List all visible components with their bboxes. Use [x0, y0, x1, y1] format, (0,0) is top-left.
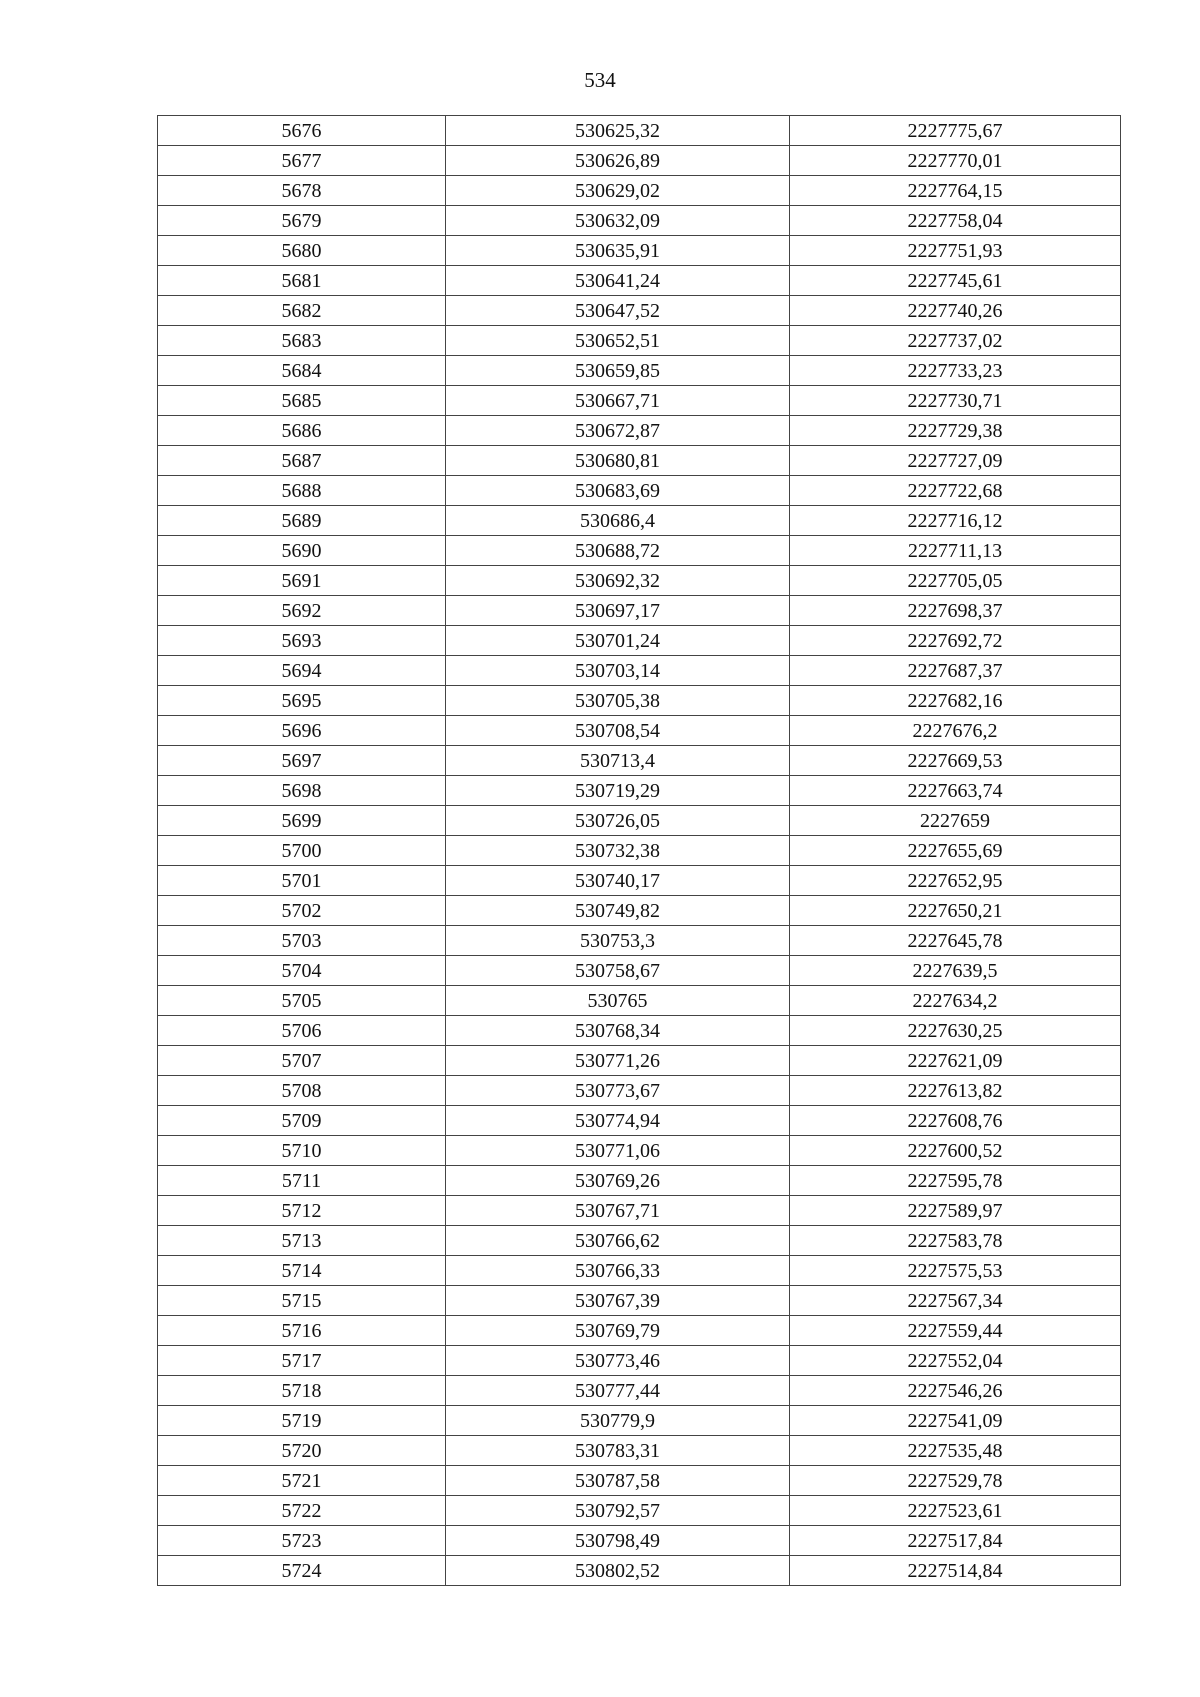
point-number-cell: 5678	[158, 176, 446, 206]
point-number-cell: 5723	[158, 1526, 446, 1556]
table-row	[158, 176, 1121, 206]
x-coordinate-cell: 530771,06	[446, 1136, 790, 1166]
point-number-cell: 5706	[158, 1016, 446, 1046]
point-number-cell: 5679	[158, 206, 446, 236]
table-row	[158, 476, 1121, 506]
table-row	[158, 686, 1121, 716]
point-number-cell: 5720	[158, 1436, 446, 1466]
table-row	[158, 1376, 1121, 1406]
y-coordinate-cell: 2227730,71	[790, 386, 1121, 416]
y-coordinate-cell: 2227608,76	[790, 1106, 1121, 1136]
point-number-cell: 5701	[158, 866, 446, 896]
x-coordinate-cell: 530787,58	[446, 1466, 790, 1496]
point-number-cell: 5716	[158, 1316, 446, 1346]
x-coordinate-cell: 530749,82	[446, 896, 790, 926]
point-number-cell: 5687	[158, 446, 446, 476]
y-coordinate-cell: 2227740,26	[790, 296, 1121, 326]
table-row	[158, 266, 1121, 296]
x-coordinate-cell: 530625,32	[446, 116, 790, 146]
y-coordinate-cell: 2227737,02	[790, 326, 1121, 356]
x-coordinate-cell: 530703,14	[446, 656, 790, 686]
x-coordinate-cell: 530767,71	[446, 1196, 790, 1226]
point-number-cell: 5677	[158, 146, 446, 176]
table-row	[158, 1316, 1121, 1346]
point-number-cell: 5702	[158, 896, 446, 926]
y-coordinate-cell: 2227559,44	[790, 1316, 1121, 1346]
table-row	[158, 446, 1121, 476]
table-row	[158, 536, 1121, 566]
table-row	[158, 1466, 1121, 1496]
y-coordinate-cell: 2227645,78	[790, 926, 1121, 956]
y-coordinate-cell: 2227729,38	[790, 416, 1121, 446]
x-coordinate-cell: 530680,81	[446, 446, 790, 476]
y-coordinate-cell: 2227655,69	[790, 836, 1121, 866]
table-row	[158, 986, 1121, 1016]
y-coordinate-cell: 2227514,84	[790, 1556, 1121, 1586]
table-row	[158, 1226, 1121, 1256]
y-coordinate-cell: 2227676,2	[790, 716, 1121, 746]
y-coordinate-cell: 2227711,13	[790, 536, 1121, 566]
point-number-cell: 5693	[158, 626, 446, 656]
x-coordinate-cell: 530768,34	[446, 1016, 790, 1046]
x-coordinate-cell: 530767,39	[446, 1286, 790, 1316]
coordinates-table	[157, 115, 1121, 1586]
x-coordinate-cell: 530683,69	[446, 476, 790, 506]
x-coordinate-cell: 530798,49	[446, 1526, 790, 1556]
table-row	[158, 566, 1121, 596]
point-number-cell: 5724	[158, 1556, 446, 1586]
table-row	[158, 956, 1121, 986]
point-number-cell: 5713	[158, 1226, 446, 1256]
table-row	[158, 716, 1121, 746]
point-number-cell: 5698	[158, 776, 446, 806]
y-coordinate-cell: 2227770,01	[790, 146, 1121, 176]
point-number-cell: 5718	[158, 1376, 446, 1406]
table-row	[158, 1256, 1121, 1286]
point-number-cell: 5714	[158, 1256, 446, 1286]
table-row	[158, 596, 1121, 626]
y-coordinate-cell: 2227663,74	[790, 776, 1121, 806]
point-number-cell: 5722	[158, 1496, 446, 1526]
x-coordinate-cell: 530708,54	[446, 716, 790, 746]
point-number-cell: 5707	[158, 1046, 446, 1076]
point-number-cell: 5708	[158, 1076, 446, 1106]
point-number-cell: 5690	[158, 536, 446, 566]
x-coordinate-cell: 530652,51	[446, 326, 790, 356]
y-coordinate-cell: 2227583,78	[790, 1226, 1121, 1256]
table-row	[158, 506, 1121, 536]
y-coordinate-cell: 2227567,34	[790, 1286, 1121, 1316]
x-coordinate-cell: 530766,62	[446, 1226, 790, 1256]
y-coordinate-cell: 2227652,95	[790, 866, 1121, 896]
y-coordinate-cell: 2227575,53	[790, 1256, 1121, 1286]
table-row	[158, 326, 1121, 356]
x-coordinate-cell: 530773,46	[446, 1346, 790, 1376]
y-coordinate-cell: 2227634,2	[790, 986, 1121, 1016]
table-row	[158, 1286, 1121, 1316]
table-row	[158, 116, 1121, 146]
x-coordinate-cell: 530629,02	[446, 176, 790, 206]
point-number-cell: 5692	[158, 596, 446, 626]
point-number-cell: 5697	[158, 746, 446, 776]
x-coordinate-cell: 530667,71	[446, 386, 790, 416]
table-row	[158, 746, 1121, 776]
y-coordinate-cell: 2227705,05	[790, 566, 1121, 596]
x-coordinate-cell: 530701,24	[446, 626, 790, 656]
x-coordinate-cell: 530626,89	[446, 146, 790, 176]
x-coordinate-cell: 530713,4	[446, 746, 790, 776]
x-coordinate-cell: 530705,38	[446, 686, 790, 716]
table-row	[158, 1136, 1121, 1166]
point-number-cell: 5705	[158, 986, 446, 1016]
x-coordinate-cell: 530726,05	[446, 806, 790, 836]
y-coordinate-cell: 2227692,72	[790, 626, 1121, 656]
point-number-cell: 5710	[158, 1136, 446, 1166]
y-coordinate-cell: 2227745,61	[790, 266, 1121, 296]
y-coordinate-cell: 2227600,52	[790, 1136, 1121, 1166]
table-row	[158, 1106, 1121, 1136]
point-number-cell: 5684	[158, 356, 446, 386]
x-coordinate-cell: 530719,29	[446, 776, 790, 806]
point-number-cell: 5688	[158, 476, 446, 506]
table-row	[158, 416, 1121, 446]
table-row	[158, 1346, 1121, 1376]
table-row	[158, 236, 1121, 266]
point-number-cell: 5700	[158, 836, 446, 866]
x-coordinate-cell: 530766,33	[446, 1256, 790, 1286]
x-coordinate-cell: 530771,26	[446, 1046, 790, 1076]
x-coordinate-cell: 530641,24	[446, 266, 790, 296]
point-number-cell: 5682	[158, 296, 446, 326]
x-coordinate-cell: 530758,67	[446, 956, 790, 986]
x-coordinate-cell: 530753,3	[446, 926, 790, 956]
x-coordinate-cell: 530802,52	[446, 1556, 790, 1586]
y-coordinate-cell: 2227733,23	[790, 356, 1121, 386]
point-number-cell: 5683	[158, 326, 446, 356]
table-row	[158, 296, 1121, 326]
x-coordinate-cell: 530688,72	[446, 536, 790, 566]
y-coordinate-cell: 2227698,37	[790, 596, 1121, 626]
y-coordinate-cell: 2227529,78	[790, 1466, 1121, 1496]
y-coordinate-cell: 2227751,93	[790, 236, 1121, 266]
y-coordinate-cell: 2227716,12	[790, 506, 1121, 536]
x-coordinate-cell: 530792,57	[446, 1496, 790, 1526]
x-coordinate-cell: 530783,31	[446, 1436, 790, 1466]
x-coordinate-cell: 530672,87	[446, 416, 790, 446]
x-coordinate-cell: 530632,09	[446, 206, 790, 236]
x-coordinate-cell: 530769,79	[446, 1316, 790, 1346]
y-coordinate-cell: 2227650,21	[790, 896, 1121, 926]
table-row	[158, 206, 1121, 236]
x-coordinate-cell: 530774,94	[446, 1106, 790, 1136]
point-number-cell: 5681	[158, 266, 446, 296]
x-coordinate-cell: 530740,17	[446, 866, 790, 896]
y-coordinate-cell: 2227630,25	[790, 1016, 1121, 1046]
y-coordinate-cell: 2227589,97	[790, 1196, 1121, 1226]
point-number-cell: 5680	[158, 236, 446, 266]
table-row	[158, 1436, 1121, 1466]
y-coordinate-cell: 2227541,09	[790, 1406, 1121, 1436]
table-row	[158, 626, 1121, 656]
table-row	[158, 146, 1121, 176]
coordinates-table-body	[158, 116, 1121, 1586]
x-coordinate-cell: 530773,67	[446, 1076, 790, 1106]
y-coordinate-cell: 2227621,09	[790, 1046, 1121, 1076]
table-row	[158, 836, 1121, 866]
table-row	[158, 1406, 1121, 1436]
x-coordinate-cell: 530692,32	[446, 566, 790, 596]
y-coordinate-cell: 2227523,61	[790, 1496, 1121, 1526]
y-coordinate-cell: 2227727,09	[790, 446, 1121, 476]
point-number-cell: 5715	[158, 1286, 446, 1316]
y-coordinate-cell: 2227517,84	[790, 1526, 1121, 1556]
table-row	[158, 1166, 1121, 1196]
table-row	[158, 926, 1121, 956]
point-number-cell: 5703	[158, 926, 446, 956]
y-coordinate-cell: 2227639,5	[790, 956, 1121, 986]
x-coordinate-cell: 530697,17	[446, 596, 790, 626]
table-row	[158, 1526, 1121, 1556]
y-coordinate-cell: 2227758,04	[790, 206, 1121, 236]
x-coordinate-cell: 530765	[446, 986, 790, 1016]
x-coordinate-cell: 530777,44	[446, 1376, 790, 1406]
point-number-cell: 5691	[158, 566, 446, 596]
x-coordinate-cell: 530779,9	[446, 1406, 790, 1436]
point-number-cell: 5689	[158, 506, 446, 536]
point-number-cell: 5694	[158, 656, 446, 686]
y-coordinate-cell: 2227687,37	[790, 656, 1121, 686]
table-row	[158, 1016, 1121, 1046]
point-number-cell: 5699	[158, 806, 446, 836]
table-row	[158, 1556, 1121, 1586]
table-row	[158, 656, 1121, 686]
y-coordinate-cell: 2227659	[790, 806, 1121, 836]
point-number-cell: 5717	[158, 1346, 446, 1376]
table-row	[158, 806, 1121, 836]
point-number-cell: 5696	[158, 716, 446, 746]
point-number-cell: 5711	[158, 1166, 446, 1196]
table-row	[158, 356, 1121, 386]
table-row	[158, 1076, 1121, 1106]
y-coordinate-cell: 2227764,15	[790, 176, 1121, 206]
x-coordinate-cell: 530647,52	[446, 296, 790, 326]
y-coordinate-cell: 2227546,26	[790, 1376, 1121, 1406]
y-coordinate-cell: 2227552,04	[790, 1346, 1121, 1376]
y-coordinate-cell: 2227682,16	[790, 686, 1121, 716]
point-number-cell: 5695	[158, 686, 446, 716]
page-number: 534	[584, 68, 616, 92]
table-row	[158, 866, 1121, 896]
x-coordinate-cell: 530635,91	[446, 236, 790, 266]
table-row	[158, 1496, 1121, 1526]
y-coordinate-cell: 2227775,67	[790, 116, 1121, 146]
table-row	[158, 896, 1121, 926]
point-number-cell: 5676	[158, 116, 446, 146]
x-coordinate-cell: 530732,38	[446, 836, 790, 866]
x-coordinate-cell: 530686,4	[446, 506, 790, 536]
y-coordinate-cell: 2227595,78	[790, 1166, 1121, 1196]
x-coordinate-cell: 530659,85	[446, 356, 790, 386]
table-row	[158, 1046, 1121, 1076]
point-number-cell: 5704	[158, 956, 446, 986]
point-number-cell: 5712	[158, 1196, 446, 1226]
x-coordinate-cell: 530769,26	[446, 1166, 790, 1196]
table-row	[158, 386, 1121, 416]
y-coordinate-cell: 2227669,53	[790, 746, 1121, 776]
point-number-cell: 5685	[158, 386, 446, 416]
y-coordinate-cell: 2227722,68	[790, 476, 1121, 506]
point-number-cell: 5719	[158, 1406, 446, 1436]
table-row	[158, 776, 1121, 806]
y-coordinate-cell: 2227535,48	[790, 1436, 1121, 1466]
point-number-cell: 5709	[158, 1106, 446, 1136]
y-coordinate-cell: 2227613,82	[790, 1076, 1121, 1106]
point-number-cell: 5721	[158, 1466, 446, 1496]
table-row	[158, 1196, 1121, 1226]
point-number-cell: 5686	[158, 416, 446, 446]
